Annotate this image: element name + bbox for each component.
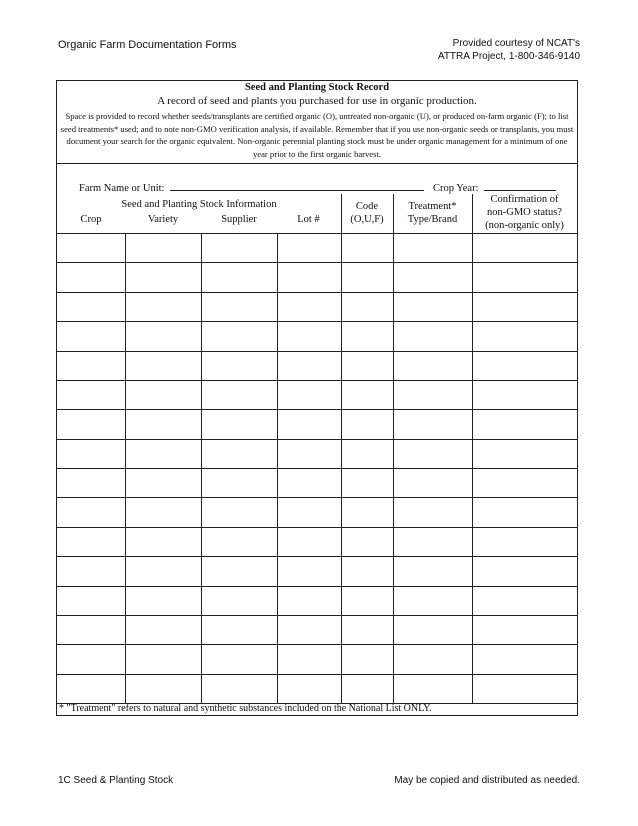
form-title: Seed and Planting Stock Record — [244, 82, 390, 93]
crop-year-field[interactable] — [433, 180, 556, 194]
crop-year-blank[interactable] — [484, 180, 556, 191]
courtesy-line-1: Provided courtesy of NCAT's — [452, 38, 580, 49]
table-row-rule — [57, 351, 577, 352]
crop-year-label: Crop Year: — [433, 183, 479, 194]
table-row-rule — [57, 468, 577, 469]
column-header-supplier: Supplier — [221, 214, 257, 225]
table-row-rule — [57, 556, 577, 557]
document-series-title: Organic Farm Documentation Forms — [58, 39, 237, 51]
record-table[interactable] — [57, 233, 577, 703]
farm-name-blank[interactable] — [170, 180, 424, 191]
seed-record-form — [56, 80, 578, 716]
header-divider-code — [341, 194, 342, 233]
form-code: 1C Seed & Planting Stock — [58, 775, 174, 786]
table-row-rule — [57, 262, 577, 263]
code-header-line-2: (O,U,F) — [350, 214, 384, 225]
header-divider-treatment — [393, 194, 394, 233]
table-row-rule — [57, 527, 577, 528]
table-row-rule — [57, 292, 577, 293]
code-header-line-1: Code — [355, 201, 379, 212]
table-row-rule — [57, 439, 577, 440]
table-row-rule — [57, 586, 577, 587]
farm-name-label: Farm Name or Unit: — [79, 183, 165, 194]
table-column-rule — [201, 233, 202, 703]
copy-permission: May be copied and distributed as needed. — [394, 775, 580, 786]
table-column-rule — [393, 233, 394, 703]
column-header-lot: Lot # — [297, 214, 320, 225]
courtesy-line-2: ATTRA Project, 1-800-346-9140 — [437, 51, 580, 62]
form-subtitle: A record of seed and plants you purchased for use in organic production. — [157, 95, 477, 107]
form-instructions: Space is provided to record whether seeds/transplants are certified organic (O), untreated non-organic (U), or produced on-farm organic (F); to list seed treatments* used; and to note non-GMO verification analysis, if available. Remember that if you use non-organic seeds or transplants, you must document your search for the organic equivalent. Non-organic perennial planting stock must be under organic management for a minimum of one year prior to the first organic harvest. — [60, 111, 574, 159]
table-row-rule — [57, 321, 577, 322]
table-top-rule — [57, 233, 577, 234]
treatment-footnote: * "Treatment" refers to natural and synthetic substances included on the National List ONLY. — [59, 703, 432, 714]
header-divider-gmo — [472, 194, 473, 233]
table-row-rule — [57, 380, 577, 381]
column-group-heading: Seed and Planting Stock Information — [121, 199, 277, 210]
gmo-header-line-2: non-GMO status? — [487, 207, 562, 218]
instructions-divider — [57, 163, 577, 164]
column-header-crop: Crop — [80, 214, 102, 225]
table-column-rule — [277, 233, 278, 703]
table-column-rule — [125, 233, 126, 703]
gmo-header-line-3: (non-organic only) — [485, 220, 564, 231]
column-header-treatment — [393, 200, 472, 226]
table-row-rule — [57, 497, 577, 498]
column-header-code — [341, 200, 393, 226]
treatment-header-line-2: Type/Brand — [407, 214, 458, 225]
treatment-header-line-1: Treatment* — [408, 201, 457, 212]
table-row-rule — [57, 409, 577, 410]
table-row-rule — [57, 674, 577, 675]
courtesy-note — [438, 37, 580, 63]
table-column-rule — [472, 233, 473, 703]
table-column-rule — [341, 233, 342, 703]
table-row-rule — [57, 644, 577, 645]
gmo-header-line-1: Confirmation of — [490, 194, 559, 205]
table-row-rule — [57, 615, 577, 616]
farm-name-field[interactable] — [79, 180, 424, 194]
column-header-gmo — [472, 193, 577, 232]
column-header-variety: Variety — [147, 214, 179, 225]
